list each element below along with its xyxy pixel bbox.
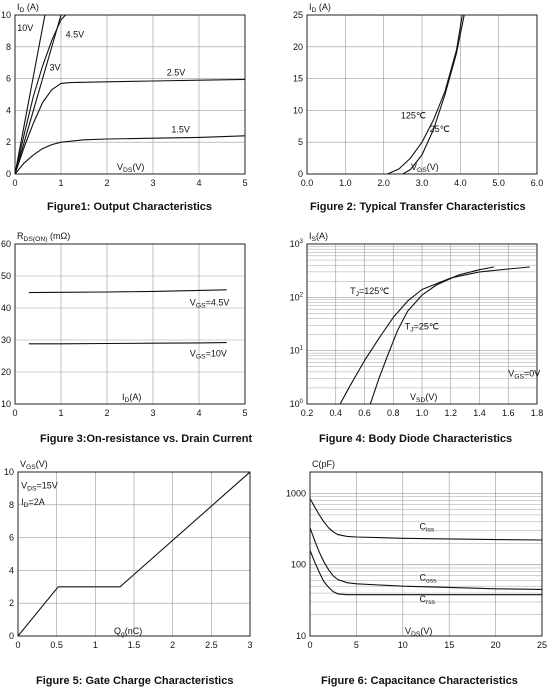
x-axis-label: $V_{DS}(V)$ <box>405 626 433 638</box>
x-tick-label: 0 <box>12 178 18 188</box>
plot-frame-fig1 <box>15 15 245 174</box>
x-tick-label: 3 <box>150 178 156 188</box>
annotation-fig4: $T_J=125℃$ <box>350 286 390 299</box>
y-axis-label: $I_D$ (A) <box>17 2 39 14</box>
x-tick-label: 3 <box>150 408 156 418</box>
y-tick-label: 8 <box>5 41 11 52</box>
x-tick-label: 0.0 <box>300 178 314 188</box>
y-tick-label: 2 <box>5 137 11 148</box>
y-tick-label: 40 <box>0 303 11 313</box>
x-tick-label: 4.0 <box>454 178 467 188</box>
annotation-fig2: 125℃ <box>400 110 427 121</box>
y-axis-label: $I_S(A)$ <box>309 231 329 243</box>
x-tick-label: 1.4 <box>473 408 486 418</box>
y-tick-label: 8 <box>8 499 14 510</box>
series-line-fig3-1 <box>29 343 227 344</box>
y-tick-label: 100 <box>290 559 306 570</box>
x-tick-label: 3 <box>247 640 253 650</box>
y-tick-label: 0 <box>5 169 11 179</box>
annotation-fig6: $C_{oss}$ <box>419 572 437 585</box>
x-tick-label: 5 <box>242 178 248 188</box>
series-line-fig2-0 <box>388 15 463 174</box>
caption-fig5: Figure 5: Gate Charge Characteristics <box>36 675 234 687</box>
x-tick-label: 5 <box>242 408 248 418</box>
y-tick-label: 6 <box>5 73 11 84</box>
y-tick-label: 10 <box>0 10 11 20</box>
grid-fig6 <box>310 472 542 636</box>
annotation-fig1: 1.5V <box>171 124 190 135</box>
x-tick-label: 10 <box>397 640 408 650</box>
y-axis-label: $R_{DS(ON)}$ (mΩ) <box>17 231 71 243</box>
y-tick-label: 4 <box>5 105 11 116</box>
series-line-fig1-3 <box>15 79 245 174</box>
x-tick-label: 1.0 <box>415 408 429 418</box>
y-tick-label: 15 <box>292 73 303 84</box>
x-tick-label: 1.0 <box>339 178 352 188</box>
annotation-fig6: $C_{rss}$ <box>419 593 436 606</box>
annotation-fig2: 25℃ <box>429 124 450 135</box>
y-tick-label: 1000 <box>285 488 306 499</box>
caption-fig2: Figure 2: Typical Transfer Characteristics <box>310 201 526 213</box>
grid-fig3 <box>15 244 245 404</box>
series-line-fig2-1 <box>400 15 464 174</box>
x-tick-label: 0.6 <box>358 408 371 418</box>
annotation-fig5: $I_D=2A$ <box>21 496 45 509</box>
y-tick-label: 10 <box>0 399 11 409</box>
grid-fig5 <box>18 472 250 636</box>
caption-fig3: Figure 3:On-resistance vs. Drain Current <box>40 433 253 445</box>
y-tick-label: 0 <box>8 631 14 641</box>
y-axis-label: C(pF) <box>312 459 335 469</box>
x-tick-label: 0.2 <box>300 408 314 418</box>
series-line-fig1-1 <box>15 15 61 174</box>
y-tick-label: 10 <box>292 105 303 116</box>
chart-fig6 <box>286 459 547 650</box>
x-tick-label: 1.2 <box>444 408 458 418</box>
caption-fig1: Figure1: Output Characteristics <box>47 201 213 213</box>
x-tick-label: 0.4 <box>329 408 343 418</box>
y-tick-label: 6 <box>8 532 14 543</box>
x-tick-label: 0 <box>15 640 21 650</box>
x-tick-label: 4 <box>196 178 202 188</box>
y-tick-label: 2 <box>8 598 14 609</box>
annotation-fig1: 10V <box>17 22 34 33</box>
x-tick-label: 2.5 <box>205 640 218 650</box>
x-tick-label: 2 <box>104 178 110 188</box>
annotation-fig3: $V_{GS}=4.5V$ <box>189 297 230 310</box>
y-tick-label: $10^1$ <box>289 345 303 356</box>
x-tick-label: 1 <box>58 408 64 418</box>
y-tick-label: 10 <box>295 631 306 641</box>
y-axis-label: $I_D$ (A) <box>309 2 331 14</box>
x-tick-label: 2 <box>170 640 176 650</box>
x-tick-label: 0.5 <box>50 640 63 650</box>
y-tick-label: $10^0$ <box>289 399 303 409</box>
x-tick-label: 1.8 <box>530 408 544 418</box>
y-tick-label: 60 <box>0 239 11 249</box>
x-tick-label: 0 <box>12 408 18 418</box>
x-tick-label: 2 <box>104 408 110 418</box>
x-tick-label: 6.0 <box>530 178 544 188</box>
x-tick-label: 5.0 <box>492 178 505 188</box>
chart-fig4 <box>290 231 544 418</box>
plot-frame-fig3 <box>15 244 245 404</box>
annotation-fig4: $V_{GS}=0V$ <box>508 368 541 381</box>
chart-fig2 <box>293 2 543 188</box>
y-tick-label: 30 <box>0 335 11 345</box>
x-tick-label: 4 <box>196 408 202 418</box>
y-tick-label: $10^3$ <box>289 239 303 249</box>
annotation-fig1: 4.5V <box>65 29 85 40</box>
y-tick-label: 0 <box>297 169 303 179</box>
caption-fig4: Figure 4: Body Diode Characteristics <box>319 433 513 445</box>
x-tick-label: 1.6 <box>501 408 515 418</box>
x-axis-label: $V_{DS}(V)$ <box>117 162 145 174</box>
series-line-fig3-0 <box>29 290 227 293</box>
y-tick-label: 5 <box>297 137 303 148</box>
y-tick-label: 4 <box>8 565 14 576</box>
y-tick-label: 50 <box>0 271 11 281</box>
y-axis-label: $V_{GS}(V)$ <box>20 459 48 471</box>
grid-fig1 <box>15 15 245 174</box>
caption-fig6: Figure 6: Capacitance Characteristics <box>321 675 518 687</box>
annotation-fig1: 2.5V <box>166 67 186 78</box>
annotation-fig5: $V_{DS}=15V$ <box>21 480 58 493</box>
annotation-fig6: $C_{iss}$ <box>419 521 435 534</box>
annotation-fig1: 3V <box>49 62 61 73</box>
chart-fig1 <box>1 2 248 188</box>
x-tick-label: 25 <box>536 640 548 650</box>
y-tick-label: 25 <box>292 10 303 20</box>
x-axis-label: $V_{SD}(V)$ <box>410 392 438 404</box>
y-tick-label: 20 <box>0 367 11 377</box>
x-tick-label: 0 <box>307 640 313 650</box>
annotation-fig4: $T_J=25℃$ <box>404 321 439 334</box>
grid-fig2 <box>307 15 537 174</box>
x-tick-label: 20 <box>490 640 501 650</box>
y-tick-label: 10 <box>3 467 14 477</box>
y-tick-label: $10^2$ <box>289 292 303 303</box>
x-axis-label: $V_{GS}(V)$ <box>411 162 439 174</box>
x-tick-label: 1.5 <box>127 640 141 650</box>
x-axis-label: $I_D(A)$ <box>122 392 142 404</box>
x-tick-label: 15 <box>444 640 455 650</box>
chart-fig3 <box>1 231 248 418</box>
x-tick-label: 2.0 <box>377 178 390 188</box>
annotation-fig3: $V_{GS}=10V$ <box>189 348 227 361</box>
x-tick-label: 1 <box>58 178 64 188</box>
x-tick-label: 1 <box>92 640 98 650</box>
x-tick-label: 0.8 <box>386 408 400 418</box>
series-line-fig6-0 <box>310 499 542 541</box>
chart-fig5 <box>4 459 253 650</box>
x-tick-label: 3.0 <box>415 178 429 188</box>
x-axis-label: $Q_g(nC)$ <box>114 626 143 638</box>
y-tick-label: 20 <box>292 41 303 52</box>
x-tick-label: 5 <box>353 640 359 650</box>
